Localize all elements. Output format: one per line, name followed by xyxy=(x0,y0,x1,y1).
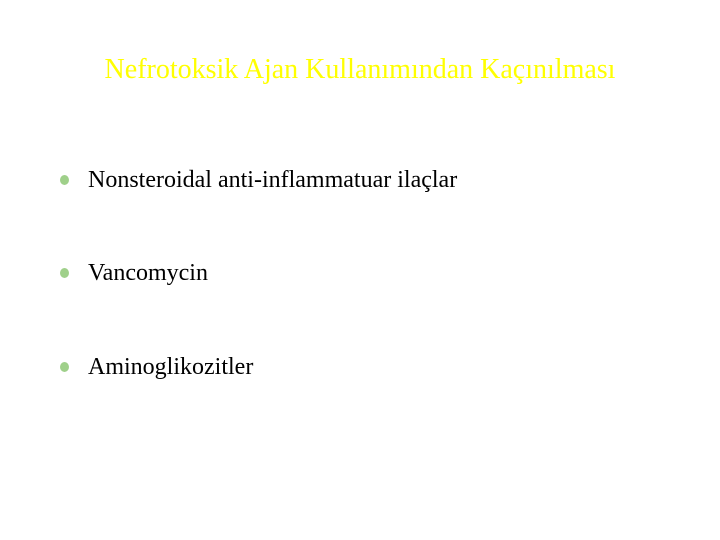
bullet-text: Nonsteroidal anti-inflammatuar ilaçlar xyxy=(88,167,458,193)
bullet-text: Aminoglikozitler xyxy=(88,354,254,380)
bullet-dot-icon xyxy=(60,175,69,185)
bullet-dot-icon xyxy=(60,268,69,278)
bullet-item xyxy=(60,163,457,197)
bullet-item xyxy=(60,350,253,384)
bullet-dot-icon xyxy=(60,362,69,372)
bullet-text: Vancomycin xyxy=(88,260,208,286)
bullet-item xyxy=(60,256,208,290)
slide-title: Nefrotoksik Ajan Kullanımından Kaçınılması xyxy=(104,54,616,85)
